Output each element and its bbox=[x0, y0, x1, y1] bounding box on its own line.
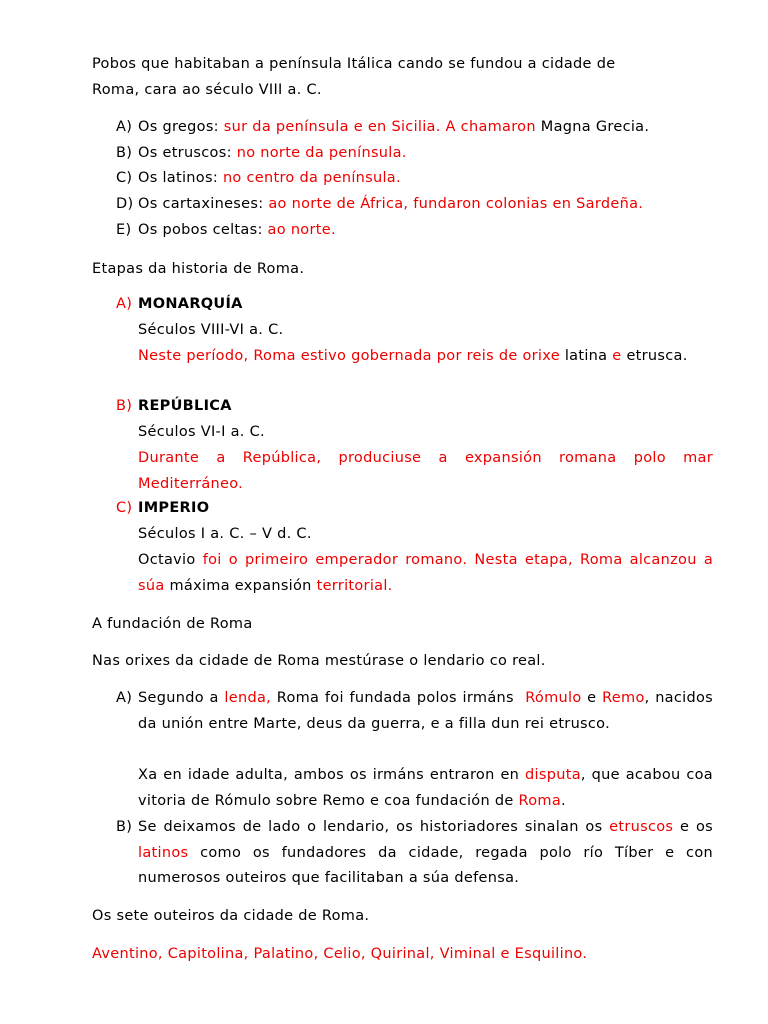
stage-title: REPÚBLICA bbox=[138, 398, 232, 414]
text-part: , nacidos da unión entre Marte, deus da guerra, e a filla dun rei etrusco. bbox=[138, 690, 713, 732]
foundation-heading: A fundación de Roma bbox=[92, 616, 253, 632]
people-location: no norte da península. bbox=[236, 145, 407, 161]
stage-marker: B) bbox=[116, 398, 133, 414]
text-highlight: lenda, bbox=[224, 690, 272, 706]
list-marker: A) bbox=[116, 119, 133, 135]
text-part: e os bbox=[680, 819, 713, 835]
text-highlight: latinos bbox=[138, 844, 189, 861]
stage-centuries: Séculos I a. C. – V d. C. bbox=[138, 526, 312, 542]
foundation-intro: Nas orixes da cidade de Roma mestúrase o lendario co real. bbox=[92, 653, 546, 669]
text-part: Roma foi fundada polos irmáns bbox=[276, 690, 514, 706]
stage-desc-part: foi o primeiro emperador romano. Nesta etapa, Roma alcanzou a súa bbox=[138, 552, 713, 594]
stage-centuries: Séculos VIII-VI a. C. bbox=[138, 322, 284, 338]
intro-line-1: Pobos que habitaban a península Itálica cando se fundou a cidade de bbox=[92, 56, 616, 72]
text-part: . bbox=[561, 792, 566, 809]
list-marker: B) bbox=[116, 145, 133, 161]
stage-desc-part: territorial. bbox=[316, 577, 393, 594]
stage-marker: A) bbox=[116, 296, 133, 312]
people-name: Os latinos: bbox=[138, 170, 219, 186]
stage-desc-part: Neste período, Roma estivo gobernada por reis de orixe bbox=[138, 348, 560, 364]
foundation-item-text bbox=[138, 686, 713, 737]
stage-description: Durante a República, produciuse a expansión romana polo mar Mediterráneo. bbox=[138, 450, 713, 492]
people-location: ao norte de África, fundaron colonias en Sardeña. bbox=[268, 196, 644, 212]
hills-list: Aventino, Capitolina, Palatino, Celio, Quirinal, Viminal e Esquilino. bbox=[92, 946, 588, 962]
text-highlight: Rómulo bbox=[525, 690, 582, 706]
text-highlight: Roma bbox=[518, 792, 562, 809]
hills-heading: Os sete outeiros da cidade de Roma. bbox=[92, 908, 370, 924]
text-part: Xa en idade adulta, ambos os irmáns entraron en bbox=[138, 767, 520, 783]
intro-line-2: Roma, cara ao século VIII a. C. bbox=[92, 82, 322, 98]
stage-marker: C) bbox=[116, 500, 133, 516]
list-marker: B) bbox=[116, 819, 133, 835]
text-part: Segundo a bbox=[138, 690, 219, 706]
intro-paragraph bbox=[92, 51, 712, 103]
foundation-item-text bbox=[138, 815, 713, 892]
people-name: Os etruscos: bbox=[138, 145, 232, 161]
stage-desc-part: latina bbox=[564, 348, 608, 364]
stage-desc-part: máxima expansión bbox=[169, 577, 312, 594]
stages-heading: Etapas da historia de Roma. bbox=[92, 261, 305, 277]
text-highlight: Remo bbox=[602, 690, 645, 706]
people-location: ao norte. bbox=[267, 222, 336, 238]
text-part: e bbox=[587, 690, 597, 706]
stage-description bbox=[138, 548, 713, 599]
list-marker: C) bbox=[116, 170, 133, 186]
stage-description bbox=[138, 344, 713, 370]
stage-title: IMPERIO bbox=[138, 500, 210, 516]
stage-title: MONARQUÍA bbox=[138, 296, 243, 312]
stage-desc-part: etrusca. bbox=[626, 348, 688, 364]
list-marker: D) bbox=[116, 196, 134, 212]
people-location: sur da península e en Sicilia. A chamaron bbox=[223, 119, 536, 135]
stage-desc-part: e bbox=[612, 348, 622, 364]
people-name: Os pobos celtas: bbox=[138, 222, 263, 238]
list-marker: A) bbox=[116, 690, 133, 706]
text-part: como os fundadores da cidade, regada polo río Tíber e con numerosos outeiros que facilitaban a súa defensa. bbox=[138, 844, 713, 887]
people-name: Os gregos: bbox=[138, 119, 219, 135]
stage-centuries: Séculos VI-I a. C. bbox=[138, 424, 265, 440]
stage-desc-part: Octavio bbox=[138, 552, 196, 568]
list-marker: E) bbox=[116, 222, 132, 238]
people-name: Os cartaxineses: bbox=[138, 196, 264, 212]
text-highlight: etruscos bbox=[609, 819, 674, 835]
people-note: Magna Grecia. bbox=[540, 119, 650, 135]
people-location: no centro da península. bbox=[222, 170, 401, 186]
foundation-item-text-cont bbox=[138, 763, 713, 814]
text-highlight: disputa bbox=[525, 767, 581, 783]
text-part: Se deixamos de lado o lendario, os historiadores sinalan os bbox=[138, 819, 603, 835]
text-part: , que acabou coa vitoria de Rómulo sobre Remo e coa fundación de bbox=[138, 767, 713, 809]
